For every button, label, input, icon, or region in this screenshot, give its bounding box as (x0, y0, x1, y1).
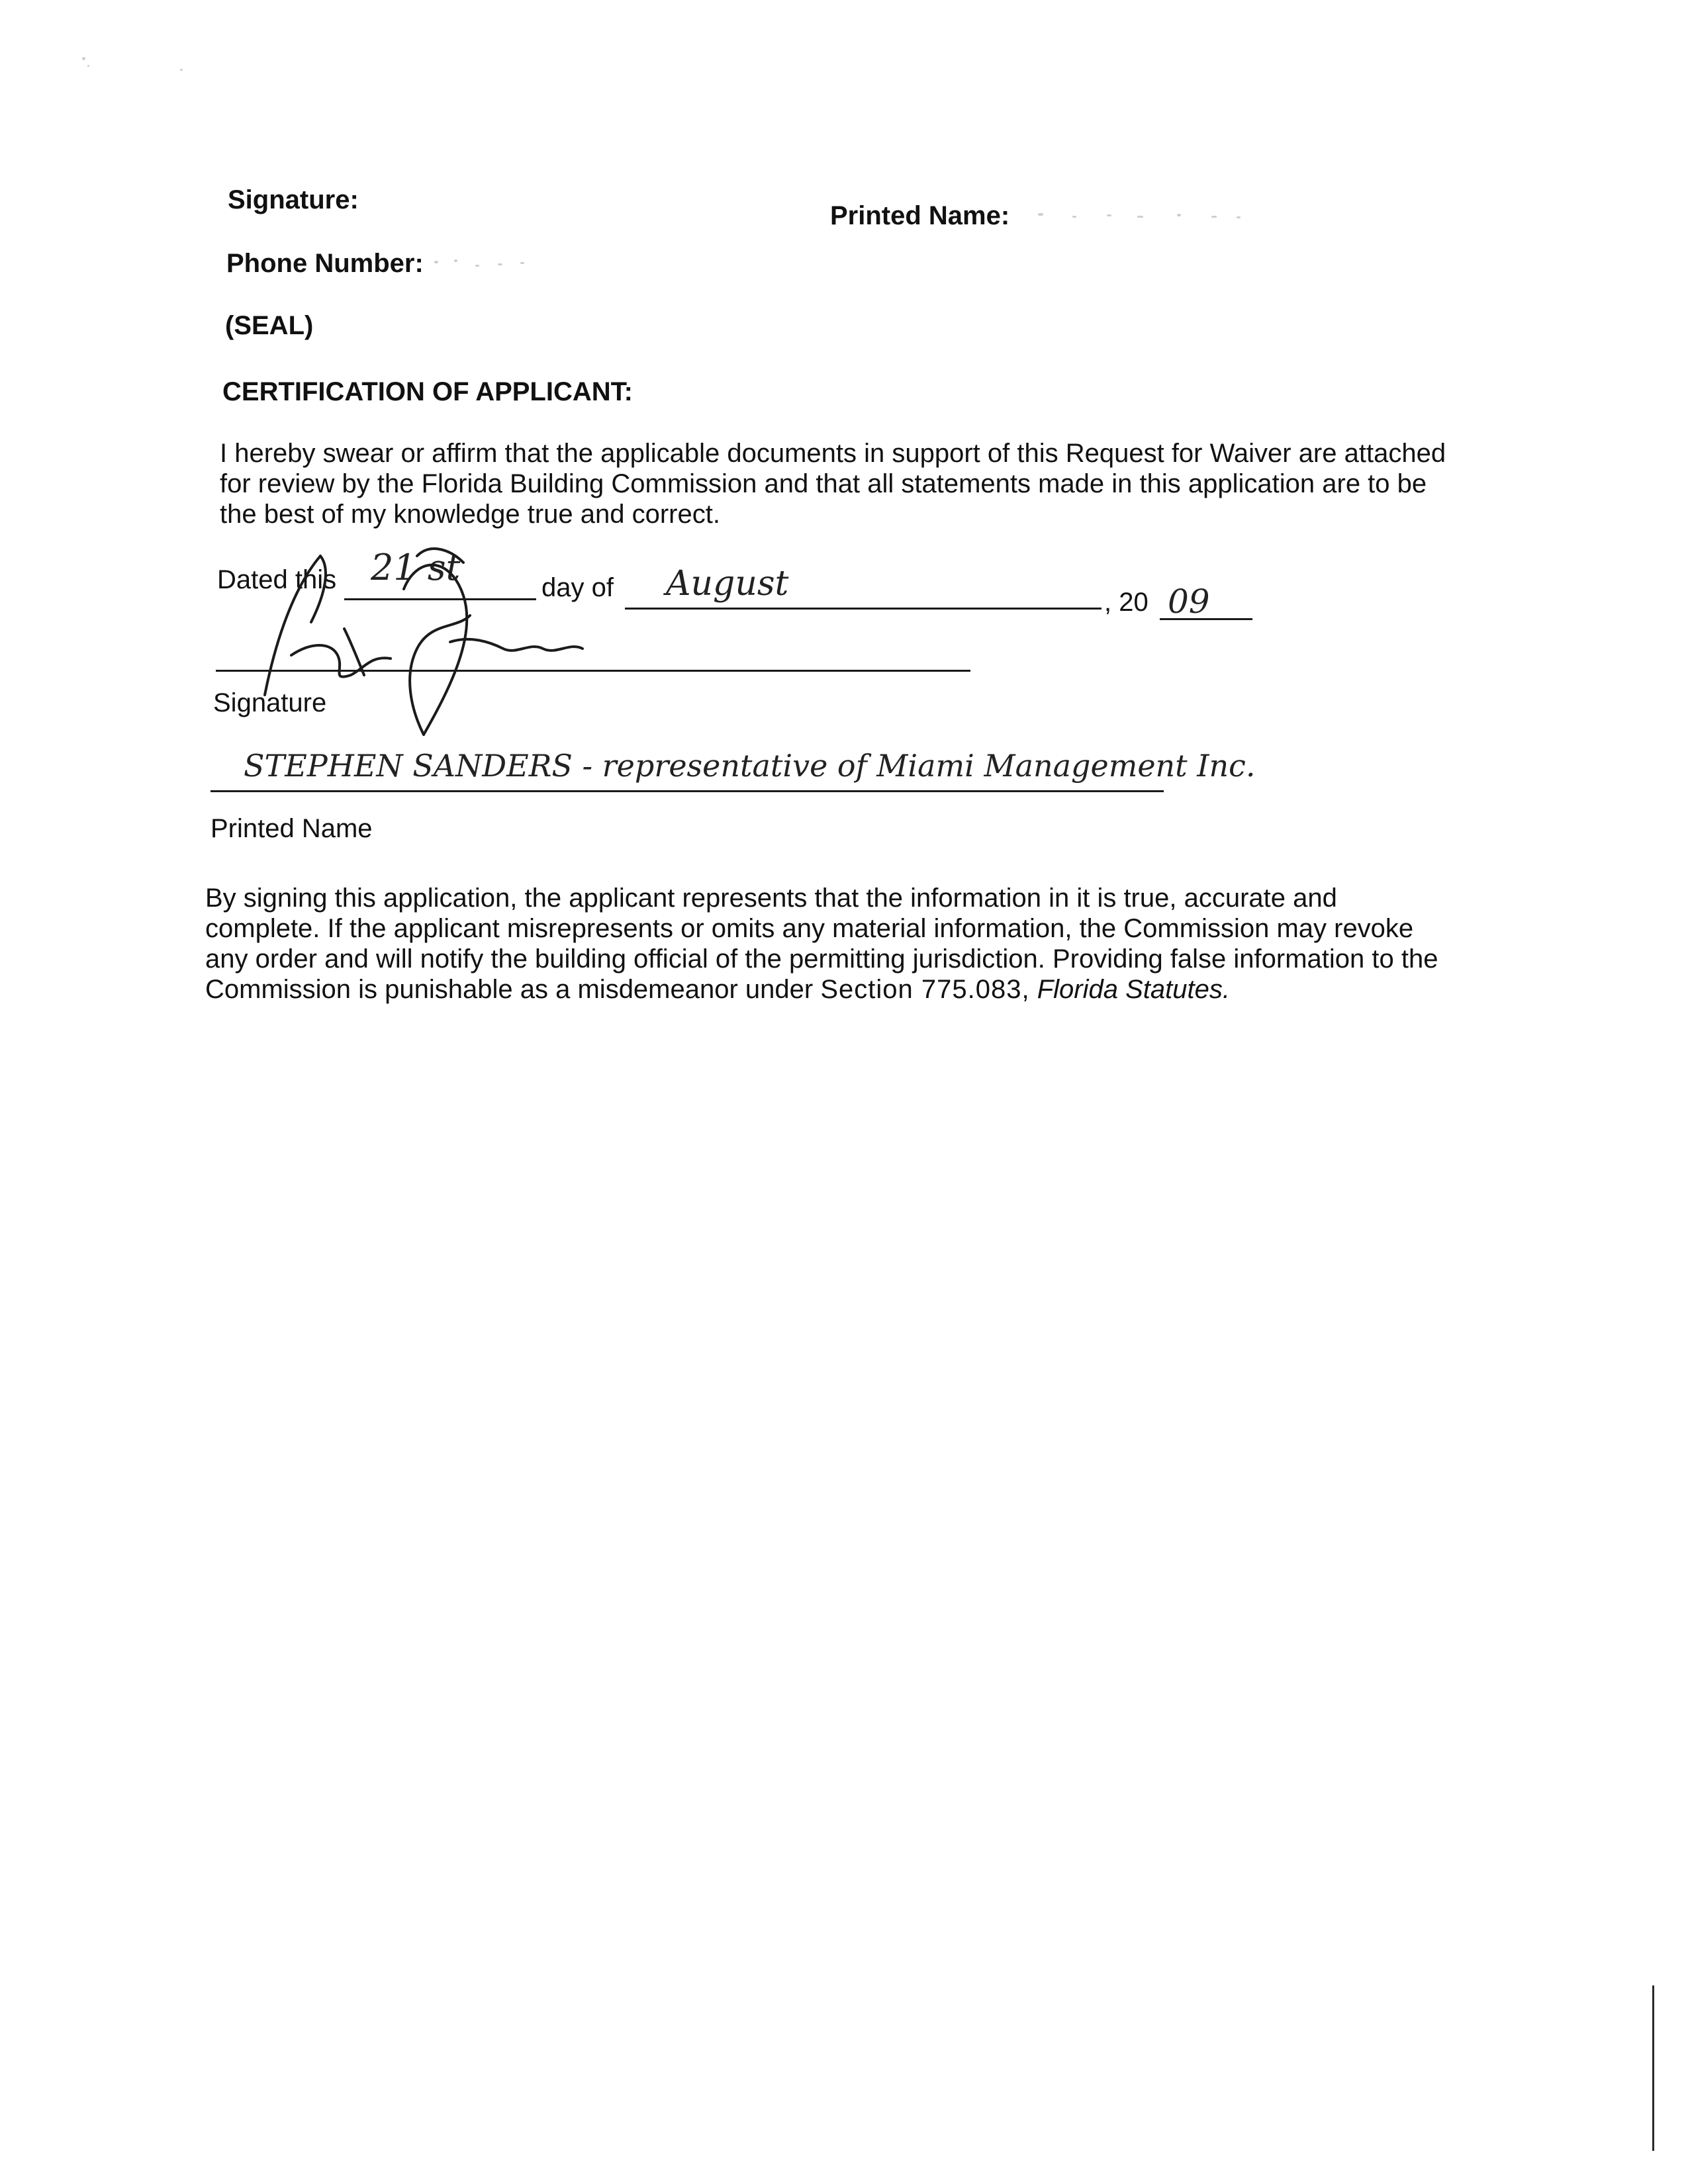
year-prefix-label: , 20 (1104, 588, 1149, 617)
disclaimer-line: any order and will notify the building official of the permitting jurisdiction. Providing false information to the (205, 944, 1438, 974)
certification-statement-line: for review by the Florida Building Commission and that all statements made in this application are to be (220, 469, 1427, 498)
month-underline (625, 608, 1102, 610)
day-handwritten: 21 st (371, 547, 461, 588)
day-of-label: day of (541, 573, 614, 602)
signature-label: Signature: (228, 185, 359, 214)
redacted-printed-name (1038, 212, 1263, 221)
scan-speck (87, 65, 89, 67)
printed-name-label: Printed Name: (830, 201, 1010, 230)
disclaimer-paragraph (205, 883, 1536, 1005)
statute-name: Florida Statutes. (1037, 975, 1230, 1004)
month-handwritten: August (666, 564, 789, 604)
printed-name-caption: Printed Name (211, 814, 373, 843)
redacted-phone-number (434, 259, 534, 269)
signature-caption: Signature (213, 688, 327, 717)
scan-speck (180, 69, 183, 71)
seal-label: (SEAL) (225, 311, 314, 340)
section-reference: Section 775.083, (820, 975, 1030, 1004)
scan-speck (82, 57, 85, 60)
certification-statement-line: the best of my knowledge true and correct. (220, 500, 720, 529)
disclaimer-final-line (205, 974, 1536, 1005)
year-handwritten: 09 (1168, 582, 1210, 621)
disclaimer-line: complete. If the applicant misrepresents or omits any material information, the Commission may revoke (205, 914, 1414, 943)
printed-name-line (211, 790, 1164, 792)
certification-statement (220, 438, 1530, 529)
certification-statement-line: I hereby swear or affirm that the applicable documents in support of this Request for Waiver are attached (220, 439, 1446, 468)
dated-this-label: Dated this (217, 565, 337, 594)
certification-heading: CERTIFICATION OF APPLICANT: (222, 377, 633, 406)
disclaimer-line: Commission is punishable as a misdemeanor under (205, 975, 821, 1004)
disclaimer-line: By signing this application, the applicant represents that the information in it is true, accurate and (205, 884, 1337, 913)
scan-edge-mark (1652, 1985, 1654, 2151)
phone-number-label: Phone Number: (226, 249, 424, 278)
printed-name-handwritten: STEPHEN SANDERS - representative of Miami Management Inc. (244, 748, 1256, 784)
